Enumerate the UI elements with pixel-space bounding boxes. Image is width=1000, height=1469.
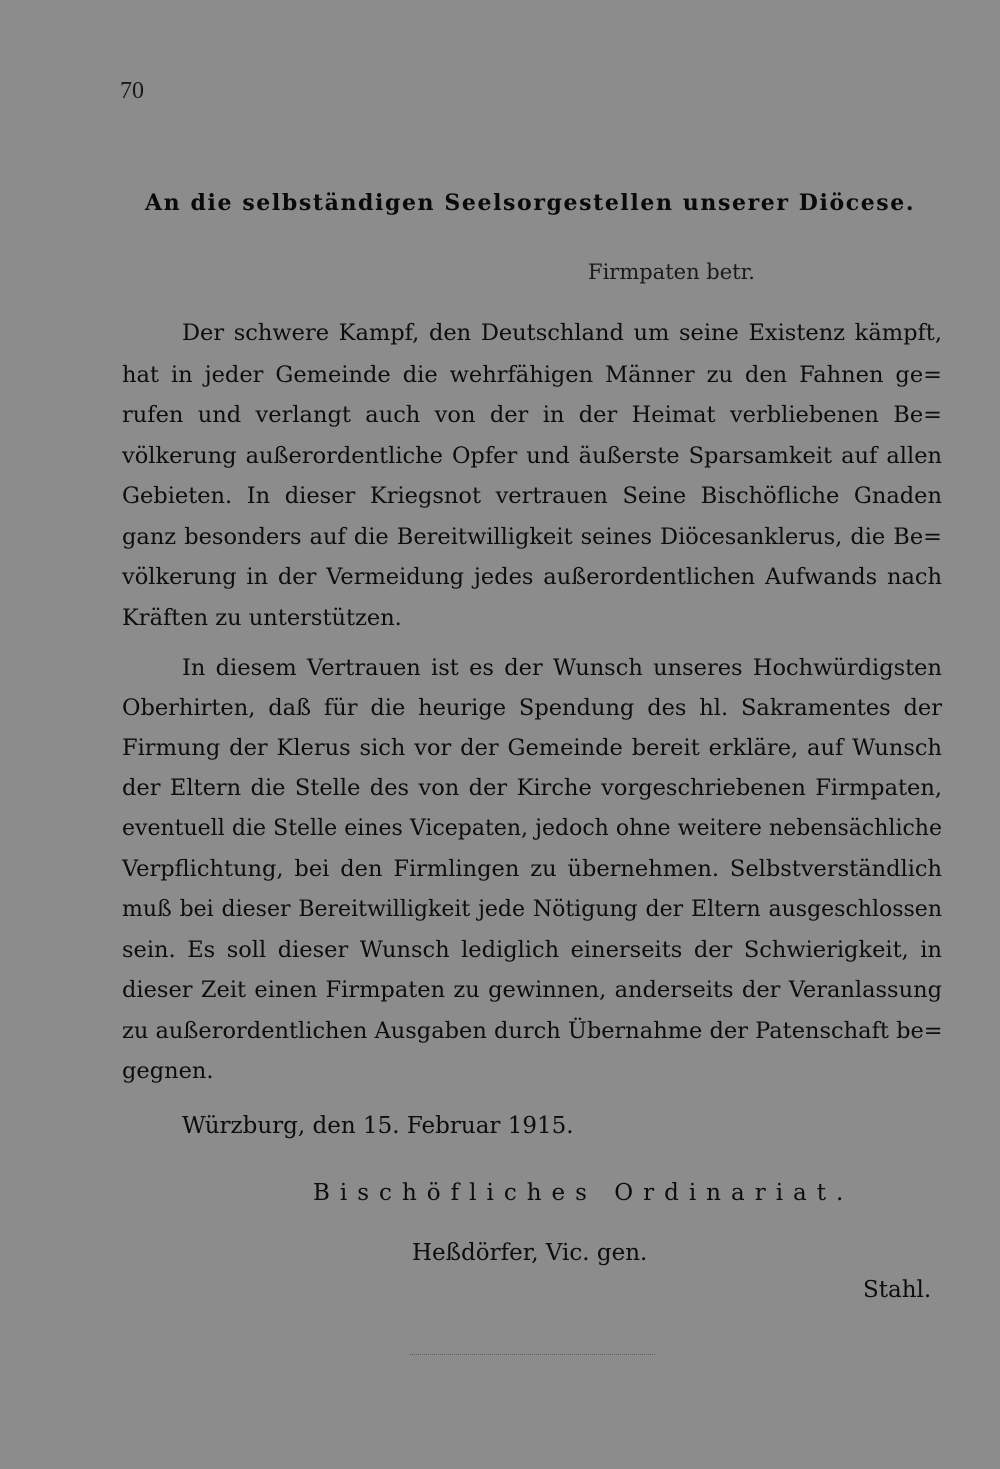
paragraph-1-line: Der schwere Kampf, den Deutschland um seine Existenz kämpft,	[182, 320, 942, 346]
paragraph-1-line: ganz besonders auf die Bereitwilligkeit seines Diöcesanklerus, die Be=	[122, 524, 942, 550]
paragraph-2-line: der Eltern die Stelle des von der Kirche vorgeschriebenen Firmpaten,	[122, 775, 942, 801]
paragraph-2-line: Firmung der Klerus sich vor der Gemeinde bereit erkläre, auf Wunsch	[122, 735, 942, 761]
paragraph-1-line: völkerung außerordentliche Opfer und äußerste Sparsamkeit auf allen	[122, 443, 942, 469]
signature-vicar-general: Heßdörfer, Vic. gen.	[412, 1240, 648, 1266]
paragraph-2-line: eventuell die Stelle eines Vicepaten, jedoch ohne weitere nebensächliche	[122, 816, 942, 841]
paragraph-2-line: zu außerordentlichen Ausgaben durch Übernahme der Patenschaft be=	[122, 1018, 943, 1044]
paragraph-2-line: dieser Zeit einen Firmpaten zu gewinnen, anderseits der Veranlassung	[122, 977, 942, 1003]
issuing-office: Bischöfliches Ordinariat.	[313, 1180, 854, 1206]
paragraph-1-line: Gebieten. In dieser Kriegsnot vertrauen Seine Bischöfliche Gnaden	[122, 483, 942, 509]
page-end-rule	[410, 1354, 655, 1355]
page-number: 70	[120, 78, 144, 104]
paragraph-2-line: Verpflichtung, bei den Firmlingen zu übernehmen. Selbstverständlich	[122, 856, 942, 882]
page-title: An die selbständigen Seelsorgestellen unserer Diöcese.	[145, 190, 916, 216]
paragraph-2-line: In diesem Vertrauen ist es der Wunsch unseres Hochwürdigsten	[182, 655, 942, 681]
paragraph-2-line: gegnen.	[122, 1058, 214, 1084]
paragraph-1-line: rufen und verlangt auch von der in der Heimat verbliebenen Be=	[122, 402, 942, 428]
paragraph-1-line: Kräften zu unterstützen.	[122, 605, 402, 631]
paragraph-2-line: sein. Es soll dieser Wunsch lediglich einerseits der Schwierigkeit, in	[122, 937, 942, 963]
paragraph-1-line: hat in jeder Gemeinde die wehrfähigen Männer zu den Fahnen ge=	[122, 362, 942, 388]
paragraph-2-line: muß bei dieser Bereitwilligkeit jede Nötigung der Eltern ausgeschlossen	[122, 897, 942, 922]
signature-secretary: Stahl.	[863, 1277, 932, 1303]
dateline: Würzburg, den 15. Februar 1915.	[182, 1113, 574, 1139]
paragraph-2-line: Oberhirten, daß für die heurige Spendung des hl. Sakramentes der	[122, 695, 942, 721]
subject-line: Firmpaten betr.	[588, 260, 755, 284]
paragraph-1-line: völkerung in der Vermeidung jedes außerordentlichen Aufwands nach	[122, 564, 942, 590]
